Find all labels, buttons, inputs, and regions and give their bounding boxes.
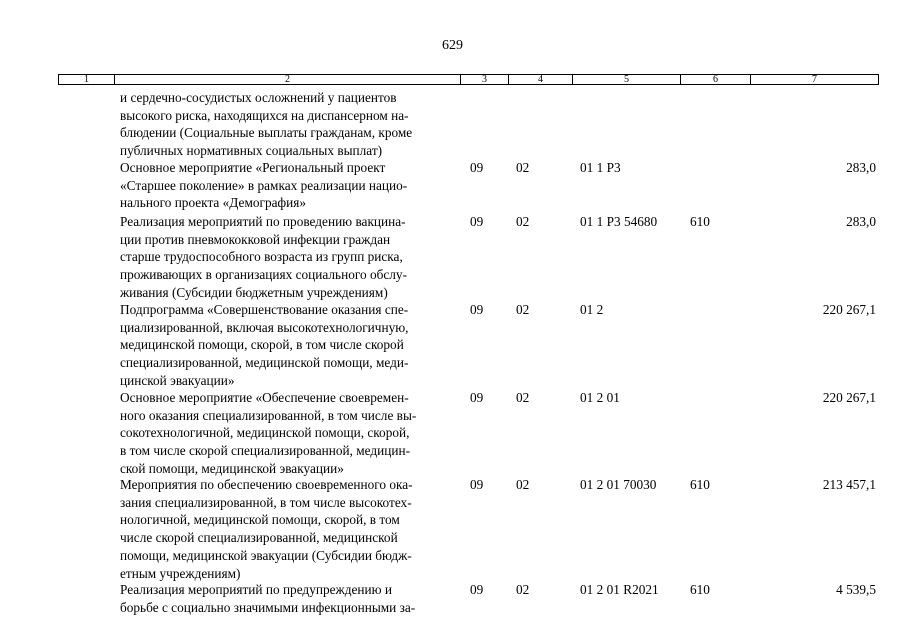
column-number-cell: 2 bbox=[115, 75, 461, 85]
description-line: Реализация мероприятий по проведению вакцина- bbox=[120, 214, 406, 229]
section-code: 09 bbox=[470, 582, 484, 597]
target-article-code: 01 2 01 70030 bbox=[580, 477, 657, 492]
row-description bbox=[120, 159, 460, 212]
description-line: цинской эвакуации» bbox=[120, 372, 235, 388]
expense-type-code: 610 bbox=[690, 214, 710, 229]
description-line: Подпрограмма «Совершенствование оказания спе- bbox=[120, 302, 409, 317]
section-code: 09 bbox=[470, 214, 484, 229]
description-line: ного оказания специализированной, в том числе вы- bbox=[120, 407, 417, 423]
expense-type-code: 610 bbox=[690, 477, 710, 492]
row-description bbox=[120, 581, 460, 616]
target-article-code: 01 2 01 R2021 bbox=[580, 582, 659, 597]
row-description bbox=[120, 89, 460, 160]
description-line: старше трудоспособного возраста из групп риска, bbox=[120, 249, 403, 265]
description-line: проживающих в организациях социального обслу- bbox=[120, 267, 407, 283]
description-line: сокотехнологичной, медицинской помощи, скорой, bbox=[120, 425, 410, 441]
column-number-cell: 7 bbox=[751, 75, 879, 85]
description-line: ской помощи, медицинской эвакуации» bbox=[120, 460, 344, 476]
row-description bbox=[120, 213, 460, 302]
description-line: в том числе скорой специализированной, медицин- bbox=[120, 443, 411, 459]
expense-type-code: 610 bbox=[690, 582, 710, 597]
row-description bbox=[120, 476, 460, 582]
section-code: 09 bbox=[470, 160, 484, 175]
description-line: борьбе с социально значимыми инфекционными за- bbox=[120, 599, 416, 615]
column-number-cell: 4 bbox=[509, 75, 573, 85]
section-code: 09 bbox=[470, 302, 484, 317]
amount: 283,0 bbox=[846, 214, 876, 229]
description-line: числе скорой специализированной, медицинской bbox=[120, 530, 398, 546]
description-line: медицинской помощи, скорой, в том числе скорой bbox=[120, 337, 404, 353]
column-number-cell: 3 bbox=[461, 75, 509, 85]
section-code: 09 bbox=[470, 390, 484, 405]
description-line: Реализация мероприятий по предупреждению и bbox=[120, 582, 392, 597]
description-line: высокого риска, находящихся на диспансерном на- bbox=[120, 107, 409, 123]
target-article-code: 01 2 bbox=[580, 302, 604, 317]
description-line: ции против пневмококковой инфекции граждан bbox=[120, 231, 391, 247]
section-code: 09 bbox=[470, 477, 484, 492]
amount: 4 539,5 bbox=[836, 582, 876, 597]
description-line: помощи, медицинской эвакуации (Субсидии бюдж- bbox=[120, 547, 412, 563]
description-line: публичных нормативных социальных выплат) bbox=[120, 143, 383, 159]
subsection-code: 02 bbox=[516, 160, 530, 175]
description-line: и сердечно-сосудистых осложнений у пациентов bbox=[120, 90, 397, 105]
amount: 213 457,1 bbox=[822, 477, 876, 492]
description-line: зания специализированной, в том числе высокотех- bbox=[120, 494, 412, 510]
description-line: Мероприятия по обеспечению своевременного ока- bbox=[120, 477, 413, 492]
description-line: Основное мероприятие «Региональный проект bbox=[120, 160, 386, 175]
description-line: етным учреждениям) bbox=[120, 565, 241, 581]
column-number-cell: 1 bbox=[59, 75, 115, 85]
column-number-cell: 5 bbox=[573, 75, 681, 85]
description-line: блюдении (Социальные выплаты гражданам, кроме bbox=[120, 125, 413, 141]
description-line: «Старшее поколение» в рамках реализации нацио- bbox=[120, 177, 408, 193]
row-description bbox=[120, 389, 460, 478]
description-line: нального проекта «Демография» bbox=[120, 195, 307, 211]
target-article-code: 01 2 01 bbox=[580, 390, 620, 405]
description-line: Основное мероприятие «Обеспечение своевремен- bbox=[120, 390, 409, 405]
target-article-code: 01 1 P3 54680 bbox=[580, 214, 658, 229]
description-line: циализированной, включая высокотехнологичную, bbox=[120, 319, 409, 335]
column-number-cell: 6 bbox=[681, 75, 751, 85]
amount: 220 267,1 bbox=[822, 302, 876, 317]
target-article-code: 01 1 P3 bbox=[580, 160, 621, 175]
column-number-header bbox=[58, 74, 879, 85]
subsection-code: 02 bbox=[516, 477, 530, 492]
subsection-code: 02 bbox=[516, 582, 530, 597]
description-line: живания (Субсидии бюджетным учреждениям) bbox=[120, 284, 388, 300]
subsection-code: 02 bbox=[516, 302, 530, 317]
amount: 283,0 bbox=[846, 160, 876, 175]
subsection-code: 02 bbox=[516, 214, 530, 229]
subsection-code: 02 bbox=[516, 390, 530, 405]
description-line: специализированной, медицинской помощи, меди- bbox=[120, 355, 409, 371]
amount: 220 267,1 bbox=[822, 390, 876, 405]
page-number: 629 bbox=[442, 38, 463, 53]
row-description bbox=[120, 301, 460, 390]
description-line: нологичной, медицинской помощи, скорой, в том bbox=[120, 512, 400, 528]
